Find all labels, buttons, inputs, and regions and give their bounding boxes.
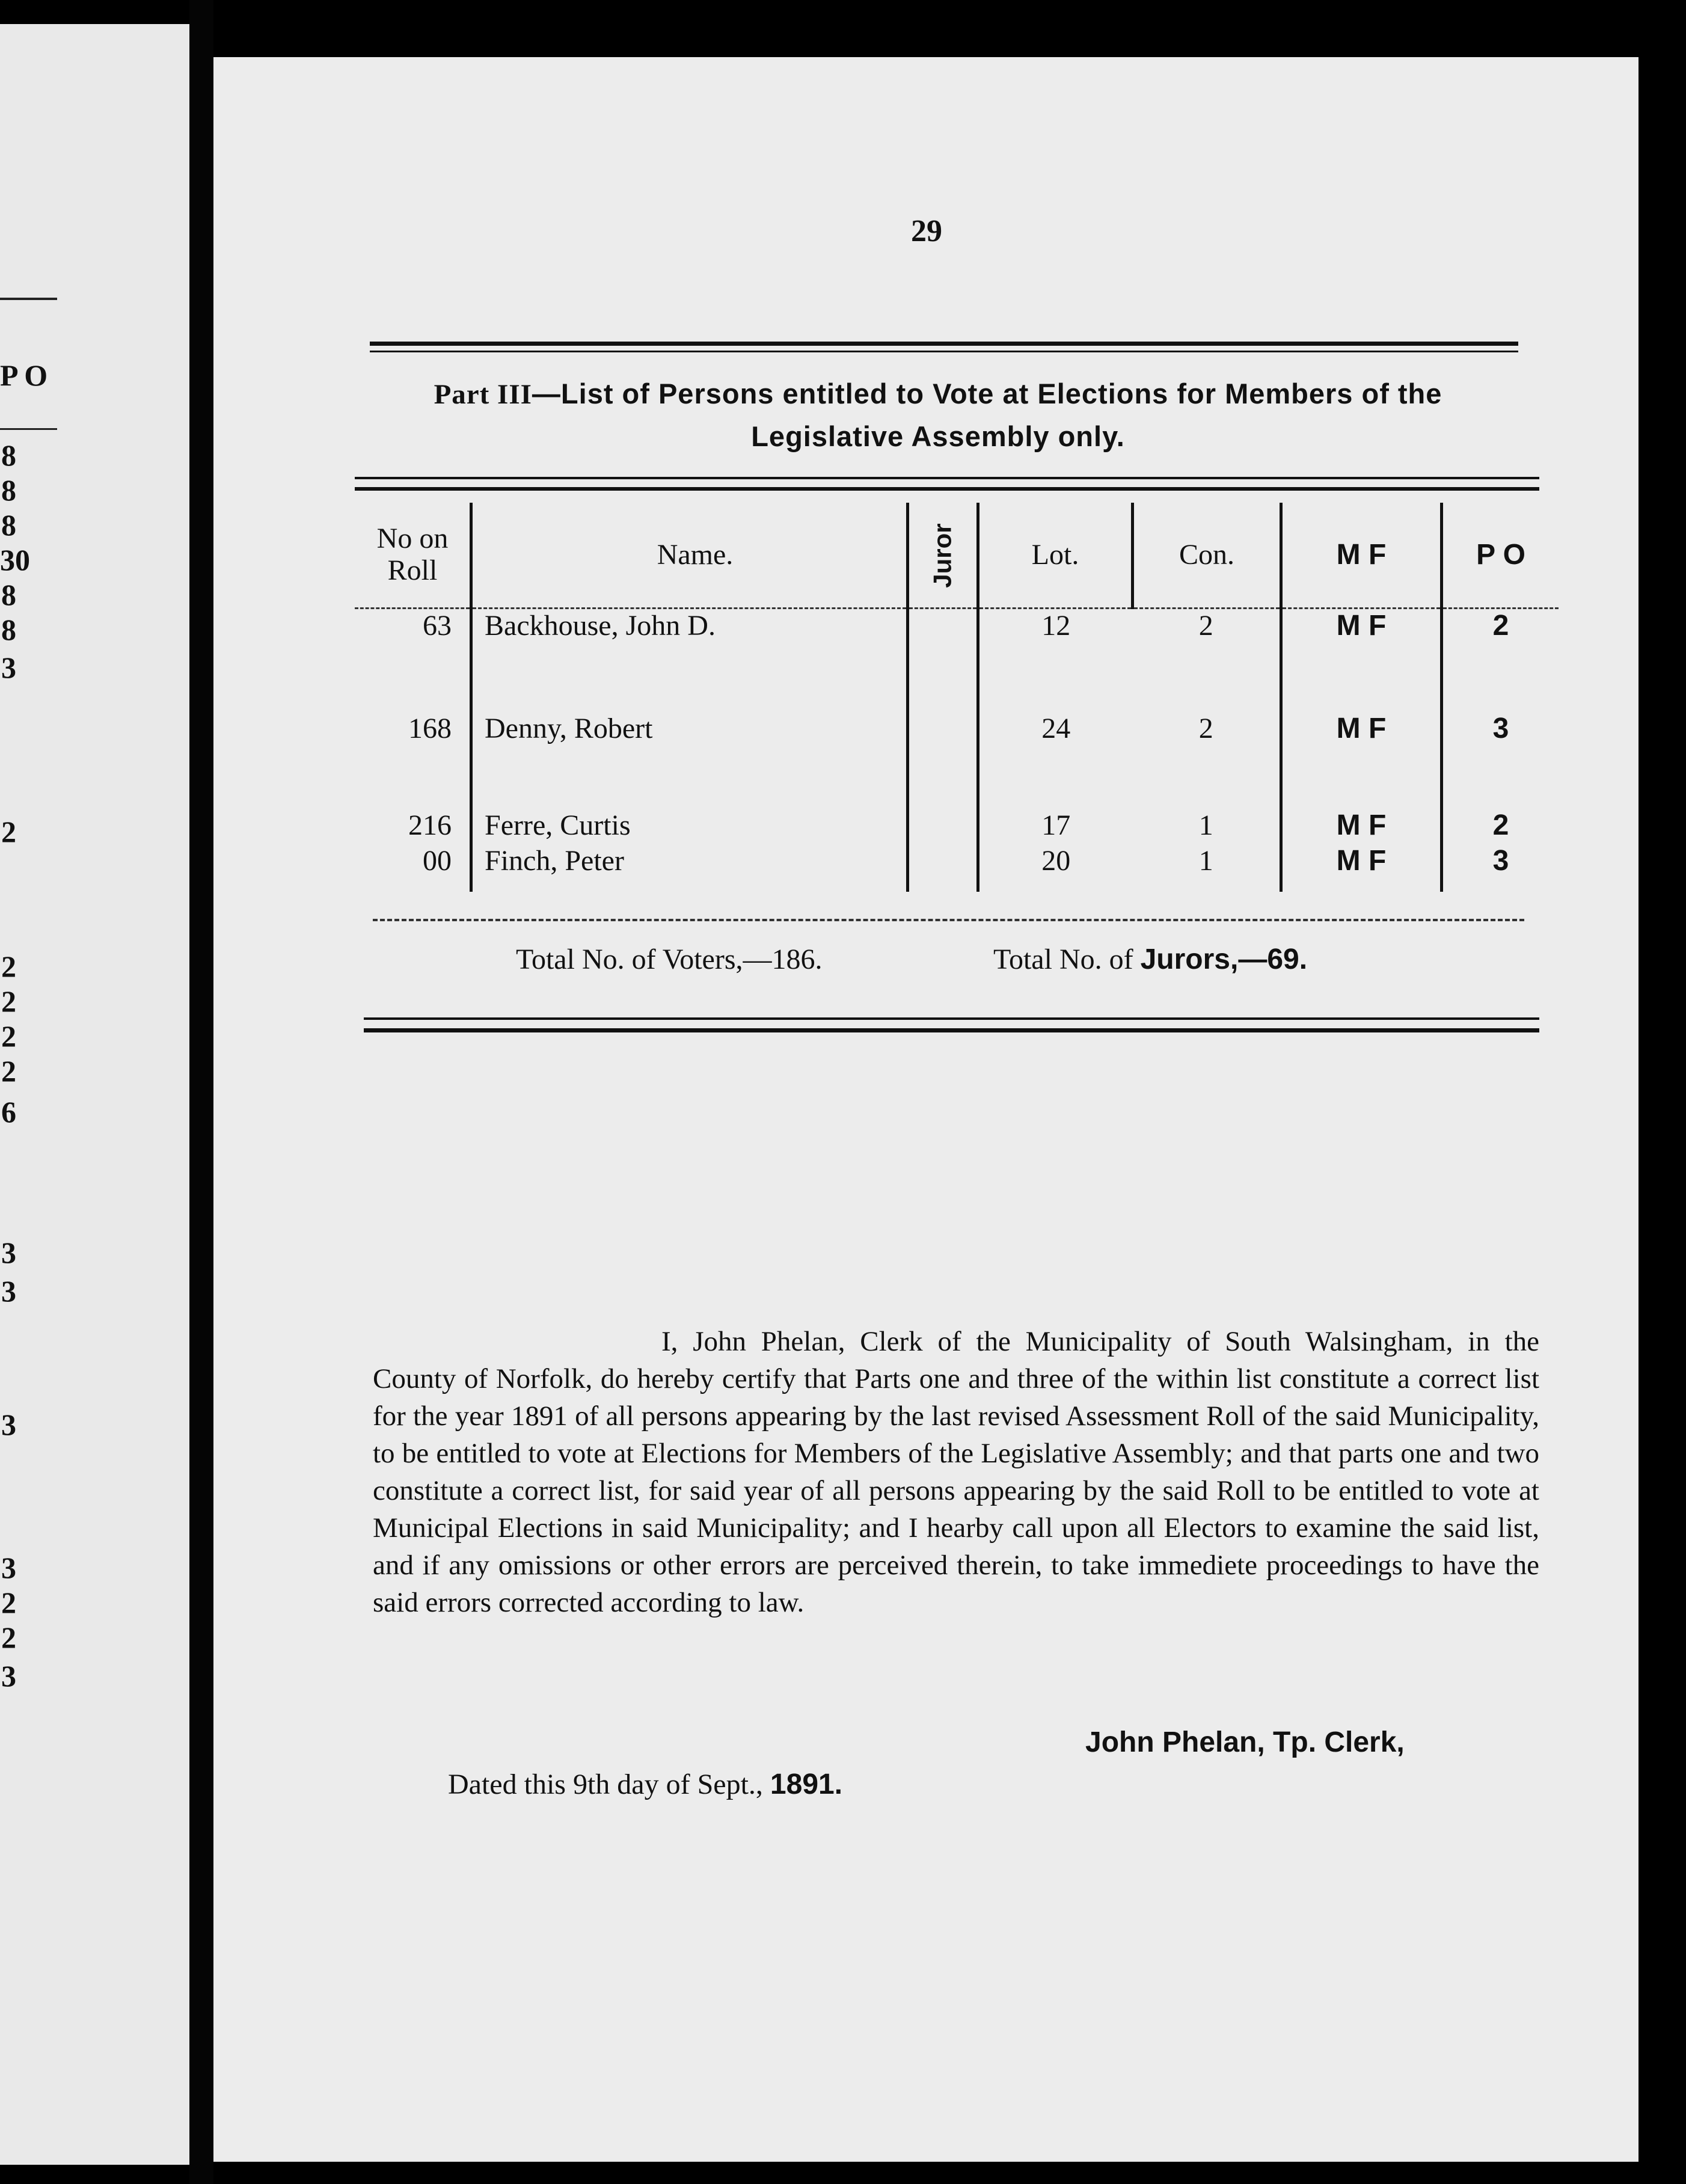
total-jurors bbox=[993, 943, 1307, 976]
cell-juror bbox=[908, 609, 978, 713]
left-page-value: 30 bbox=[0, 543, 30, 577]
cell-mf: M F bbox=[1281, 844, 1442, 892]
left-page-value: 3 bbox=[1, 1551, 16, 1584]
cell-juror bbox=[908, 712, 978, 809]
clerk-signature: John Phelan, Tp. Clerk, bbox=[1085, 1726, 1405, 1758]
left-page-header: P O bbox=[0, 358, 48, 392]
left-page-value: 8 bbox=[1, 578, 16, 612]
left-page-value: 8 bbox=[1, 508, 16, 542]
bottom-double-rule bbox=[364, 1017, 1539, 1020]
juror-label: Juror bbox=[928, 523, 957, 588]
table-header-row bbox=[355, 503, 1559, 609]
left-page-value: 3 bbox=[1, 1236, 16, 1269]
date-prefix: Dated this 9th day of Sept., bbox=[448, 1768, 763, 1800]
page-gutter bbox=[189, 0, 213, 2184]
cell-po: 2 bbox=[1492, 610, 1509, 642]
cell-po: 3 bbox=[1492, 845, 1509, 877]
top-double-rule bbox=[370, 342, 1518, 346]
date-line bbox=[448, 1768, 842, 1801]
cell-po: 2 bbox=[1492, 809, 1509, 841]
voters-table bbox=[355, 503, 1559, 892]
cell-lot: 24 bbox=[1041, 713, 1071, 744]
cell-name: Ferre, Curtis bbox=[471, 809, 908, 844]
cell-name: Finch, Peter bbox=[471, 844, 908, 892]
left-page-value: 2 bbox=[1, 815, 16, 848]
cell-con: 1 bbox=[1133, 809, 1281, 844]
left-page-rule bbox=[0, 428, 57, 430]
table-row bbox=[355, 712, 1559, 809]
cell-lot: 20 bbox=[1041, 845, 1071, 877]
title-text-2: Legislative Assembly only. bbox=[751, 420, 1125, 452]
header-lot: Lot. bbox=[978, 503, 1133, 609]
left-page-value: 2 bbox=[1, 984, 16, 1018]
header-juror bbox=[908, 503, 978, 609]
left-page-value: 3 bbox=[1, 1274, 16, 1308]
list-title bbox=[349, 373, 1527, 458]
bottom-double-rule bbox=[364, 1028, 1539, 1032]
left-page-value: 2 bbox=[1, 1019, 16, 1053]
cell-mf: M F bbox=[1281, 712, 1442, 809]
cell-lot: 12 bbox=[1041, 610, 1071, 642]
header-po: P O bbox=[1442, 503, 1559, 609]
total-voters bbox=[516, 943, 823, 976]
cell-juror bbox=[908, 844, 978, 892]
left-page-value: 3 bbox=[1, 1408, 16, 1441]
cell-name: Backhouse, John D. bbox=[471, 609, 908, 713]
cell-con: 2 bbox=[1133, 609, 1281, 713]
cell-no: 00 bbox=[423, 845, 452, 877]
left-page-value: 2 bbox=[1, 1621, 16, 1654]
header-name: Name. bbox=[471, 503, 908, 609]
cell-mf: M F bbox=[1281, 609, 1442, 713]
table-top-rule bbox=[355, 487, 1539, 491]
cell-no: 216 bbox=[408, 809, 452, 841]
left-page-value: 8 bbox=[1, 473, 16, 507]
cell-no: 63 bbox=[423, 610, 452, 642]
left-page-value: 3 bbox=[1, 1659, 16, 1693]
left-page-value: 8 bbox=[1, 438, 16, 472]
header-con: Con. bbox=[1133, 503, 1281, 609]
left-page-value: 2 bbox=[1, 1586, 16, 1619]
left-page-value: 2 bbox=[1, 949, 16, 983]
table-row bbox=[355, 809, 1559, 844]
left-page-fragment bbox=[0, 24, 189, 2165]
left-page-value: 3 bbox=[1, 651, 16, 684]
header-no-on-roll: No on Roll bbox=[355, 503, 471, 609]
left-page-value: 6 bbox=[1, 1095, 16, 1129]
cell-con: 2 bbox=[1133, 712, 1281, 809]
page-number: 29 bbox=[911, 214, 942, 248]
cell-con: 1 bbox=[1133, 844, 1281, 892]
table-row bbox=[355, 844, 1559, 892]
left-page-value: 2 bbox=[1, 1054, 16, 1088]
left-page-rule bbox=[0, 298, 57, 300]
total-voters-label: Total No. of Voters, bbox=[516, 943, 743, 975]
total-voters-value: —186. bbox=[743, 943, 823, 975]
cell-lot: 17 bbox=[1041, 809, 1071, 841]
total-jurors-label: Total No. of bbox=[993, 943, 1133, 975]
table-row bbox=[355, 609, 1559, 713]
left-page-value: 8 bbox=[1, 613, 16, 646]
table-bottom-rule bbox=[373, 919, 1524, 921]
clerk-certificate: I, John Phelan, Clerk of the Municipality of South Walsingham, in the County of Norfolk, do hereby certify that Parts one and three of the within list constitute a correct list for the year 1891 of all persons appearing by the last revised Assessment Roll of the said Municipality, to be entitled to vote at Elections for Members of the Legislative Assembly; and that parts one and two constitute a correct list, for said year of all persons appearing by the said Roll to be entitled to vote at Municipal Elections in said Municipality; and I hearby call upon all Electors to examine the said list, and if any omissions or other errors are perceived therein, to take immediete proceedings to have the said errors corrected according to law. bbox=[373, 1326, 1539, 1618]
date-year: 1891. bbox=[770, 1768, 843, 1800]
cell-no: 168 bbox=[408, 713, 452, 744]
header-mf: M F bbox=[1281, 503, 1442, 609]
title-line-1 bbox=[349, 373, 1527, 416]
cell-name: Denny, Robert bbox=[471, 712, 908, 809]
top-double-rule bbox=[370, 351, 1518, 352]
cell-mf: M F bbox=[1281, 809, 1442, 844]
table-top-rule bbox=[355, 477, 1539, 479]
part-label: Part III bbox=[434, 379, 532, 410]
cell-po: 3 bbox=[1492, 713, 1509, 744]
total-jurors-value: Jurors,—69. bbox=[1140, 943, 1308, 975]
title-text-1: —List of Persons entitled to Vote at Elections for Members of the bbox=[532, 378, 1442, 410]
cell-juror bbox=[908, 809, 978, 844]
